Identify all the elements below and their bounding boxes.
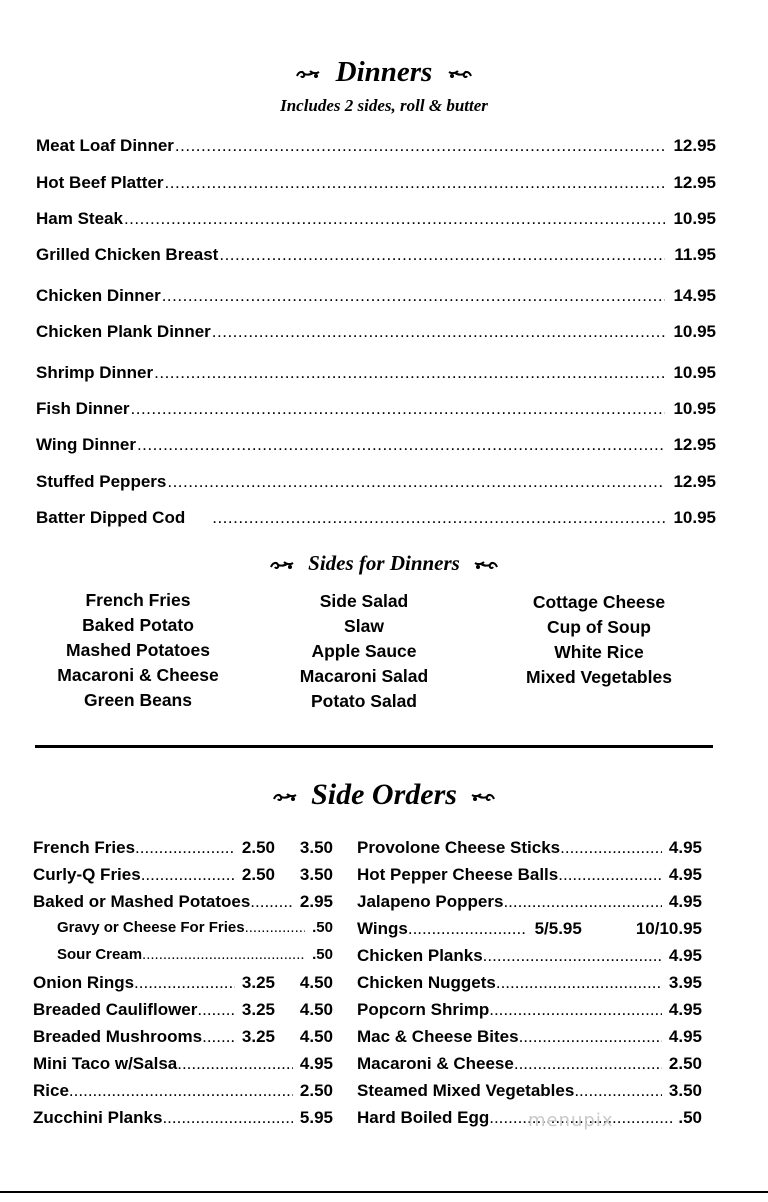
dinner-price: 12.95 (673, 136, 716, 155)
dinner-name: Hot Beef Platter (36, 173, 164, 192)
leader-dots (574, 1081, 662, 1101)
side-orders-title: Side Orders (311, 778, 457, 811)
leader-dots (202, 1027, 235, 1047)
leader-dots (142, 946, 305, 963)
item-name: Mac & Cheese Bites (357, 1027, 519, 1046)
side-orders-right (357, 838, 702, 1135)
side-order-item (357, 1054, 702, 1081)
side-item: Baked Potato (82, 615, 194, 635)
item-price: 2.50 (668, 1054, 702, 1073)
dinner-price: 10.95 (673, 508, 716, 527)
item-price: 4.50 (299, 1027, 333, 1046)
dinner-name: Meat Loaf Dinner (36, 136, 174, 155)
dinner-price: 14.95 (673, 286, 716, 305)
item-name: Steamed Mixed Vegetables (357, 1081, 575, 1100)
fleuron-icon (268, 558, 296, 572)
item-price: 4.50 (299, 1000, 333, 1019)
item-price: 2.95 (299, 892, 333, 911)
side-item: Cup of Soup (546, 617, 651, 637)
item-name: Curly-Q Fries (33, 865, 141, 884)
dinner-name: Wing Dinner (36, 435, 136, 454)
item-price: 3.50 (299, 865, 333, 884)
item-name: Zucchini Planks (33, 1108, 163, 1127)
leader-dots (141, 865, 235, 885)
leader-dots (408, 919, 526, 939)
watermark: menupix (528, 1110, 614, 1131)
item-name: Mini Taco w/Salsa (33, 1054, 178, 1073)
dinner-name: Grilled Chicken Breast (36, 245, 219, 264)
leader-dots (175, 136, 665, 156)
leader-dots (212, 322, 665, 342)
item-name: Provolone Cheese Sticks (357, 838, 561, 857)
leader-dots (167, 472, 665, 492)
dinner-name: Ham Steak (36, 209, 123, 228)
side-order-item (357, 838, 702, 865)
dinner-item (36, 435, 716, 459)
side-order-item (357, 892, 702, 919)
sides-column-2 (264, 589, 464, 714)
dinner-item (36, 245, 716, 269)
dinner-item (36, 399, 716, 423)
fleuron-icon (446, 67, 474, 81)
item-price-small: 2.50 (241, 838, 275, 857)
item-name: Popcorn Shrimp (357, 1000, 490, 1019)
item-price: 4.95 (668, 1000, 702, 1019)
item-name: French Fries (33, 838, 136, 857)
item-price-small: 5/5.95 (534, 919, 582, 938)
dinner-item (36, 322, 716, 346)
dinner-item (36, 173, 716, 197)
leader-dots (137, 435, 665, 455)
sides-heading (0, 551, 768, 576)
leader-dots (558, 865, 662, 885)
item-name: Sour Cream (57, 946, 143, 963)
leader-dots (496, 973, 662, 993)
side-item: White Rice (554, 642, 644, 662)
leader-dots (154, 363, 665, 383)
side-order-item (357, 946, 702, 973)
item-price: 4.95 (668, 946, 702, 965)
bottom-border (0, 1191, 768, 1193)
leader-dots (245, 919, 305, 936)
dinner-price: 11.95 (674, 245, 716, 264)
item-price: .50 (678, 1108, 702, 1127)
dinner-item (36, 136, 716, 160)
item-name: Wings (357, 919, 408, 938)
item-price: .50 (312, 919, 333, 936)
dinner-item (36, 363, 716, 387)
item-name: Macaroni & Cheese (357, 1054, 514, 1073)
side-order-item (33, 892, 333, 919)
item-name: Chicken Nuggets (357, 973, 496, 992)
fleuron-icon (469, 790, 497, 804)
item-price: 3.50 (668, 1081, 702, 1100)
leader-dots (197, 1000, 235, 1020)
leader-dots (503, 892, 662, 912)
item-name: Breaded Cauliflower (33, 1000, 198, 1019)
side-order-item (357, 919, 702, 946)
side-order-item (33, 1027, 333, 1054)
sides-title: Sides for Dinners (308, 551, 460, 575)
side-order-item (33, 919, 333, 946)
item-name: Onion Rings (33, 973, 135, 992)
dinner-name: Fish Dinner (36, 399, 130, 418)
side-orders-left (33, 838, 333, 1135)
leader-dots (212, 508, 665, 528)
sides-column-3 (499, 590, 699, 690)
item-name: Breaded Mushrooms (33, 1027, 203, 1046)
item-price: 4.95 (299, 1054, 333, 1073)
leader-dots (560, 838, 662, 858)
leader-dots (162, 286, 665, 306)
side-order-item (33, 973, 333, 1000)
item-price: 4.95 (668, 838, 702, 857)
item-name: Hard Boiled Egg (357, 1108, 490, 1127)
item-name: Chicken Planks (357, 946, 483, 965)
item-name: Jalapeno Poppers (357, 892, 504, 911)
dinners-title: Dinners (335, 56, 433, 88)
item-price: 3.95 (668, 973, 702, 992)
dinner-name: Shrimp Dinner (36, 363, 154, 382)
item-price-small: 3.25 (241, 1027, 275, 1046)
dinner-item (36, 209, 716, 233)
side-order-item (33, 1081, 333, 1108)
leader-dots (124, 209, 665, 229)
dinner-name: Chicken Dinner (36, 286, 161, 305)
side-order-item (357, 1000, 702, 1027)
item-price: 4.50 (299, 973, 333, 992)
dinner-price: 10.95 (673, 399, 716, 418)
leader-dots (514, 1054, 662, 1074)
side-order-item (357, 1027, 702, 1054)
leader-dots (483, 946, 662, 966)
fleuron-icon (271, 790, 299, 804)
item-name: Hot Pepper Cheese Balls (357, 865, 559, 884)
item-price: 2.50 (299, 1081, 333, 1100)
item-name: Gravy or Cheese For Fries (57, 919, 245, 936)
dinner-price: 10.95 (673, 209, 716, 228)
dinner-price: 12.95 (673, 173, 716, 192)
side-item: Cottage Cheese (532, 592, 666, 612)
item-price-small: 2.50 (241, 865, 275, 884)
side-order-item (33, 865, 333, 892)
dinner-price: 10.95 (673, 322, 716, 341)
dinner-name: Batter Dipped Cod (36, 508, 186, 527)
item-price: 4.95 (668, 892, 702, 911)
side-order-item (33, 1000, 333, 1027)
leader-dots (219, 245, 665, 265)
side-item: Slaw (344, 616, 384, 636)
item-price: .50 (312, 946, 333, 963)
side-item: Mashed Potatoes (66, 640, 210, 660)
dinner-price: 12.95 (673, 472, 716, 491)
dinner-name: Chicken Plank Dinner (36, 322, 211, 341)
side-order-item (33, 1054, 333, 1081)
dinner-price: 12.95 (673, 435, 716, 454)
leader-dots (162, 1108, 293, 1128)
dinner-item (36, 472, 716, 496)
item-price: 5.95 (299, 1108, 333, 1127)
item-price: 3.50 (299, 838, 333, 857)
side-item: Macaroni & Cheese (57, 665, 219, 685)
side-item: Macaroni Salad (299, 666, 429, 686)
fleuron-icon (294, 67, 322, 81)
leader-dots (250, 892, 293, 912)
side-item: Side Salad (319, 591, 409, 611)
side-order-item (33, 838, 333, 865)
item-price-small: 3.25 (241, 973, 275, 992)
side-order-item (33, 1108, 333, 1135)
leader-dots (489, 1000, 662, 1020)
dinner-name: Stuffed Peppers (36, 472, 167, 491)
item-price-small: 3.25 (241, 1000, 275, 1019)
dinners-heading (0, 56, 768, 89)
dinner-item (36, 286, 716, 310)
side-item: Potato Salad (311, 691, 417, 711)
dinners-subtitle: Includes 2 sides, roll & butter (280, 96, 488, 115)
leader-dots (69, 1081, 293, 1101)
side-order-item (33, 946, 333, 973)
leader-dots (519, 1027, 662, 1047)
item-price: 10/10.95 (635, 919, 702, 938)
side-item: Mixed Vegetables (526, 667, 672, 687)
side-order-item (357, 973, 702, 1000)
leader-dots (165, 173, 665, 193)
side-item: Apple Sauce (311, 641, 417, 661)
leader-dots (177, 1054, 293, 1074)
item-name: Rice (33, 1081, 69, 1100)
side-item: French Fries (85, 590, 191, 610)
side-order-item (357, 865, 702, 892)
leader-dots (135, 838, 235, 858)
leader-dots (134, 973, 235, 993)
side-item: Green Beans (84, 690, 192, 710)
fleuron-icon (472, 558, 500, 572)
item-price: 4.95 (668, 865, 702, 884)
section-divider (35, 745, 713, 748)
sides-column-1 (38, 588, 238, 713)
item-name: Baked or Mashed Potatoes (33, 892, 251, 911)
side-order-item (357, 1081, 702, 1108)
dinner-item (36, 508, 716, 532)
item-price: 4.95 (668, 1027, 702, 1046)
dinner-price: 10.95 (673, 363, 716, 382)
side-orders-heading (0, 778, 768, 812)
leader-dots (131, 399, 665, 419)
